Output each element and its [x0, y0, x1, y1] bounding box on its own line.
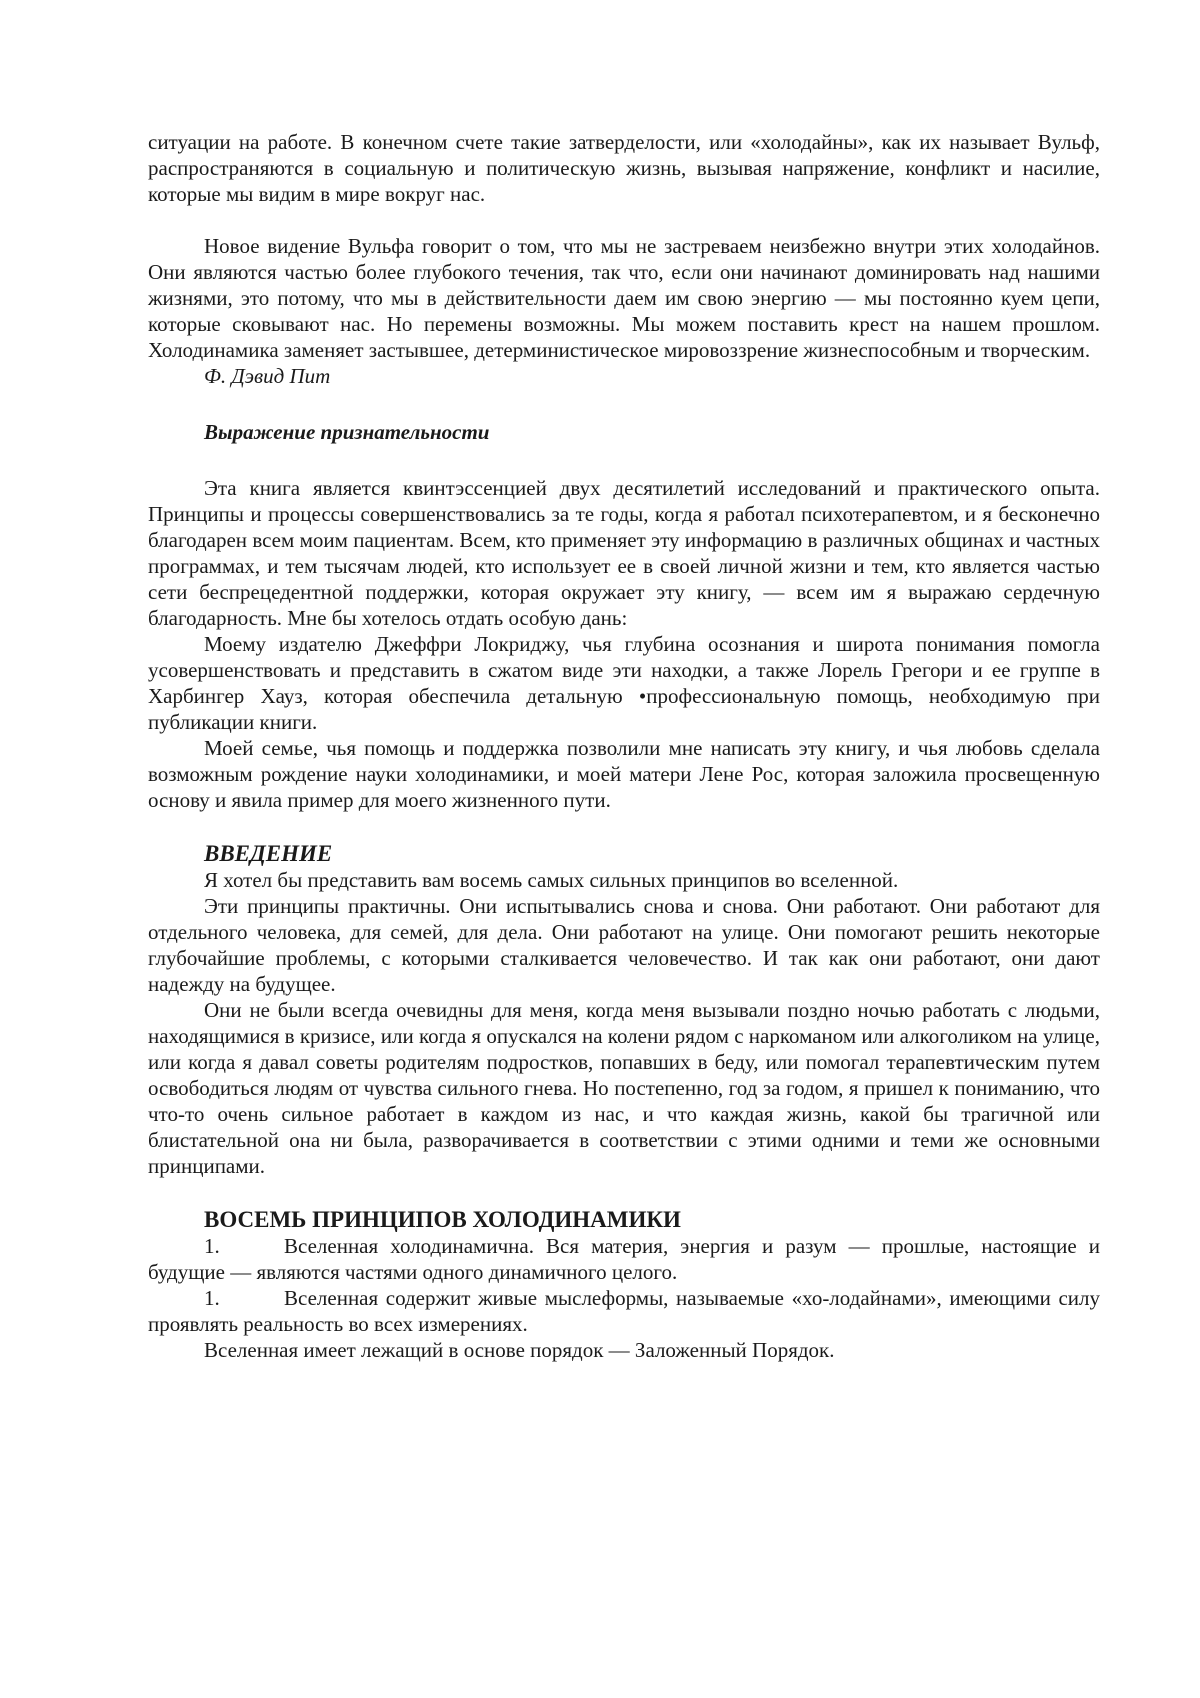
paragraph-underlying-order: Вселенная имеет лежащий в основе порядок — Заложенный Порядок.: [204, 1338, 835, 1362]
paragraph-personal-experience: Они не были всегда очевидны для меня, когда меня вызывали поздно ночью работать с людьми, находящимися в кризисе, или когда я опускался на колени рядом с наркоманом или алкоголиком на улице, или когда я давал советы родителям подростков, попавших в беду, или помогал терапевтическим путем освободиться людям от чувства сильного гнева. Но постепенно, год за годом, я пришел к пониманию, что что-то очень сильное работает в каждом из нас, и что каждая жизнь, какой бы трагичной или блистательной она ни была, разворачивается в соответствии с этими одними и теми же основными принципами.: [148, 998, 1100, 1178]
principles-heading: ВОСЕМЬ ПРИНЦИПОВ ХОЛОДИНАМИКИ: [204, 1207, 681, 1232]
principle-number: 1.: [204, 1234, 220, 1258]
document-page: [148, 129, 1100, 1363]
paragraph-acknowledgements: Эта книга является квинтэссенцией двух десятилетий исследований и практического опыта. Принципы и процессы совершенствовались за те годы, когда я работал психотерапевтом, и я бесконечно благодарен всем моим пациентам. Всем, кто применяет эту информацию в различных общинах и частных программах, и тем тысячам людей, кто использует ее в своей личной жизни и тем, кто является частью сети беспрецедентной поддержки, которая окружает эту книгу, — всем им я выражаю сердечную благодарность. Мне бы хотелось отдать особую дань:: [148, 476, 1100, 630]
acknowledgements-heading: Выражение признательности: [204, 420, 490, 444]
paragraph-intro-lead: Я хотел бы представить вам восемь самых сильных принципов во вселенной.: [204, 868, 899, 892]
paragraph-principles-practical: Эти принципы практичны. Они испытывались снова и снова. Они работают. Они работают для отдельного человека, для семей, для дела. Они работают на улице. Они помогают решить некоторые глубочайшие проблемы, с которыми сталкивается человечество. И так как они работают, они дают надежду на будущее.: [148, 894, 1100, 996]
introduction-heading: ВВЕДЕНИЕ: [204, 841, 333, 866]
principle-text: Вселенная холодинамична. Вся материя, энергия и разум — прошлые, настоящие и будущие — являются частями одного динамичного целого.: [148, 1234, 1100, 1284]
principle-item: [148, 1233, 1100, 1285]
principle-text: Вселенная содержит живые мыслеформы, называемые «хо-лодайнами», имеющими силу проявлять реальность во всех измерениях.: [148, 1286, 1100, 1336]
principle-number: 1.: [204, 1286, 220, 1310]
paragraph-family-thanks: Моей семье, чья помощь и поддержка позволили мне написать эту книгу, и чья любовь сделала возможным рождение науки холодинамики, и моей матери Лене Рос, которая заложила просвещенную основу и явила пример для моего жизненного пути.: [148, 736, 1100, 812]
paragraph-new-vision: Новое видение Вульфа говорит о том, что мы не застреваем неизбежно внутри этих холодайнов. Они являются частью более глубокого течения, так что, если они начинают доминировать над нашими жизнями, это потому, что мы в действительности даем им свою энергию — мы постоянно куем цепи, которые сковывают нас. Но перемены возможны. Мы можем поставить крест на нашем прошлом. Холодинамика заменяет застывшее, детерминистическое мировоззрение жизнеспособным и творческим.: [148, 234, 1100, 362]
principle-item: [148, 1285, 1100, 1337]
paragraph-continuation: ситуации на работе. В конечном счете такие затверделости, или «холодайны», как их называет Вульф, распространяются в социальную и политическую жизнь, вызывая напряжение, конфликт и насилие, которые мы видим в мире вокруг нас.: [148, 130, 1100, 206]
paragraph-publisher-thanks: Моему издателю Джеффри Локриджу, чья глубина осознания и широта понимания помогла усовершенствовать и представить в сжатом виде эти находки, а также Лорель Грегори и ее группе в Харбингер Хауз, которая обеспечила детальную •профессиональную помощь, необходимую при публикации книги.: [148, 632, 1100, 734]
author-attribution: Ф. Дэвид Пит: [204, 364, 331, 388]
